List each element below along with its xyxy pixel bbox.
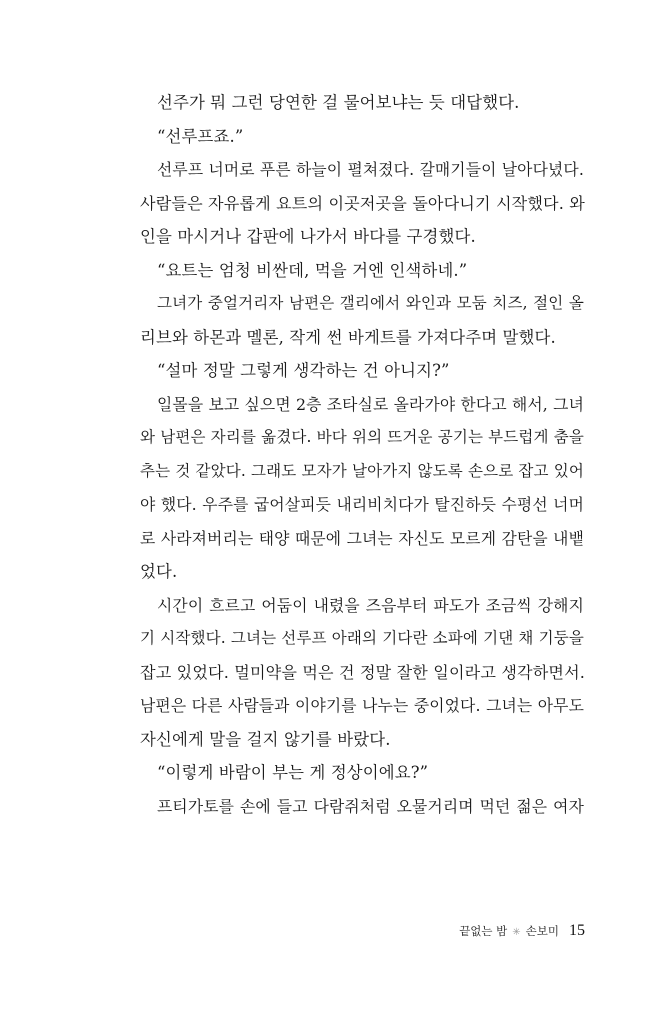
text-line: 자신에게 말을 걸지 않기를 바랐다. bbox=[140, 729, 391, 749]
text-line: 그녀가 중얼거리자 남편은 갤리에서 와인과 모둠 치즈, 절인 올 bbox=[157, 294, 584, 312]
body-text bbox=[140, 86, 584, 823]
text-line: “선루프죠.” bbox=[157, 126, 244, 146]
text-line: “이렇게 바람이 부는 게 정상이에요?” bbox=[157, 763, 429, 782]
text-line: 프티가토를 손에 들고 다람쥐처럼 오물거리며 먹던 젊은 여자 bbox=[157, 796, 584, 816]
running-title: 끝없는 밤 bbox=[459, 924, 508, 938]
text-line: 인을 마시거나 갑판에 나가서 바다를 구경했다. bbox=[140, 227, 476, 246]
text-line: 야 했다. 우주를 굽어살피듯 내리비치다가 탈진하듯 수평선 너머 bbox=[140, 495, 584, 514]
text-line: 와 남편은 자리를 옮겼다. 바다 위의 뜨거운 공기는 부드럽게 춤을 bbox=[140, 428, 584, 446]
text-line: 남편은 다른 사람들과 이야기를 나누는 중이었다. 그녀는 아무도 bbox=[140, 696, 584, 715]
text-line: 잡고 있었다. 멀미약을 먹은 건 정말 잘한 일이라고 생각하면서. bbox=[140, 662, 586, 682]
text-line: 었다. bbox=[140, 562, 178, 581]
text-line: 일몰을 보고 싶으면 2층 조타실로 올라가야 한다고 해서, 그녀 bbox=[157, 394, 584, 414]
running-author: 손보미 bbox=[525, 924, 559, 938]
text-line: 기 시작했다. 그녀는 선루프 아래의 기다란 소파에 기댄 채 기둥을 bbox=[140, 629, 584, 647]
text-line: 시간이 흐르고 어둠이 내렸을 즈음부터 파도가 조금씩 강해지 bbox=[157, 595, 584, 615]
text-line: 로 사라져버리는 태양 때문에 그녀는 자신도 모르게 감탄을 내뱉 bbox=[140, 528, 584, 548]
text-line: 선루프 너머로 푸른 하늘이 펼쳐졌다. 갈매기들이 날아다녔다. bbox=[157, 160, 584, 179]
text-line: 추는 것 같았다. 그래도 모자가 날아가지 않도록 손으로 잡고 있어 bbox=[140, 461, 584, 480]
page-number: 15 bbox=[569, 922, 585, 939]
text-line: 사람들은 자유롭게 요트의 이곳저곳을 돌아다니기 시작했다. 와 bbox=[140, 193, 585, 213]
text-line: “요트는 엄청 비싼데, 먹을 거엔 인색하네.” bbox=[157, 260, 468, 280]
separator-icon: ✳ bbox=[512, 927, 521, 938]
page-footer bbox=[425, 922, 585, 944]
text-line: “설마 정말 그렇게 생각하는 건 아니지?” bbox=[157, 361, 450, 380]
text-line: 선주가 뭐 그런 당연한 걸 물어보냐는 듯 대답했다. bbox=[157, 93, 520, 112]
text-line: 리브와 하몬과 멜론, 작게 썬 바게트를 가져다주며 말했다. bbox=[140, 327, 556, 347]
